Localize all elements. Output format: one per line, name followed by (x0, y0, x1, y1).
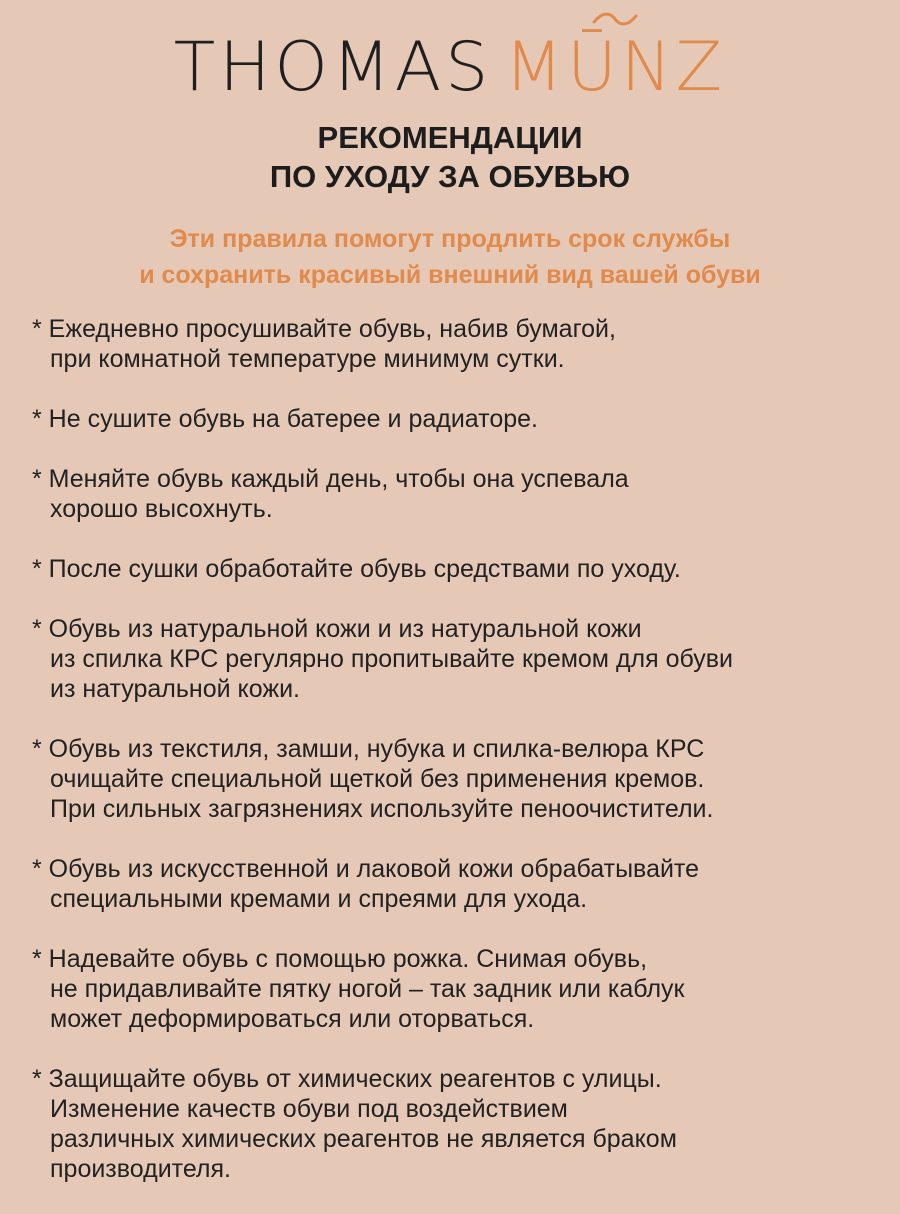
care-rule-line: * Ежедневно просушивайте обувь, набив бумагой, (32, 315, 616, 343)
care-rule-4 (32, 554, 882, 584)
care-rule-line: * Не сушите обувь на батерее и радиаторе. (32, 405, 538, 433)
care-rule-line: * Обувь из текстиля, замши, нубука и спилка-велюра КРС (32, 735, 705, 763)
care-rule-line: из натуральной кожи. (50, 675, 300, 703)
care-rule-line: может деформироваться или оторваться. (50, 1005, 535, 1033)
care-rule-line: * Надевайте обувь с помощью рожка. Снимая обувь, (32, 945, 648, 973)
care-rule-line: производителя. (50, 1155, 231, 1183)
brand-logo-second-word-text: MŪNZ (504, 28, 727, 107)
care-rules-list (32, 314, 882, 1214)
care-rule-8 (32, 944, 882, 1034)
brand-logo (0, 28, 900, 108)
care-rule-line: из спилка КРС регулярно пропитывайте кремом для обуви (50, 645, 734, 673)
brand-logo-second-word (504, 28, 726, 108)
care-rule-line: * Меняйте обувь каждый день, чтобы она успевала (32, 465, 629, 493)
care-rule-5 (32, 614, 882, 704)
care-rule-line: при комнатной температуре минимум сутки. (50, 345, 565, 373)
care-rule-1 (32, 314, 882, 374)
care-rule-line: * Обувь из натуральной кожи и из натуральной кожи (32, 615, 642, 643)
brand-logo-first-word: THOMAS (173, 28, 493, 107)
care-rule-2 (32, 404, 882, 434)
page-title-line-1: РЕКОМЕНДАЦИИ (317, 120, 583, 155)
care-rule-line: специальными кремами и спреями для ухода. (50, 885, 588, 913)
care-rule-line: различных химических реагентов не является браком (50, 1125, 677, 1153)
care-rule-line: хорошо высохнуть. (50, 495, 273, 523)
care-rule-line: Изменение качеств обуви под воздействием (50, 1095, 568, 1123)
care-rule-line: * После сушки обработайте обувь средствами по уходу. (32, 555, 681, 583)
care-rule-7 (32, 854, 882, 914)
care-rule-line: При сильных загрязнениях используйте пеноочистители. (50, 795, 714, 823)
care-rule-line: очищайте специальной щеткой без применения кремов. (50, 765, 705, 793)
page-subtitle-line-1: Эти правила помогут продлить срок службы (169, 225, 731, 253)
page-title-line-2: ПО УХОДУ ЗА ОБУВЬЮ (269, 159, 631, 194)
logo-tilde-icon (592, 10, 638, 28)
care-rule-line: * Защищайте обувь от химических реагентов с улицы. (32, 1065, 662, 1093)
care-rule-3 (32, 464, 882, 524)
page-subtitle-line-2: и сохранить красивый внешний вид вашей обуви (139, 261, 761, 289)
care-rule-line: * Обувь из искусственной и лаковой кожи обрабатывайте (32, 855, 700, 883)
care-rule-6 (32, 734, 882, 824)
page-title (0, 118, 900, 196)
page-subtitle (0, 221, 900, 293)
care-rule-9 (32, 1064, 882, 1184)
care-rule-line: не придавливайте пятку ногой – так задник или каблук (50, 975, 685, 1003)
